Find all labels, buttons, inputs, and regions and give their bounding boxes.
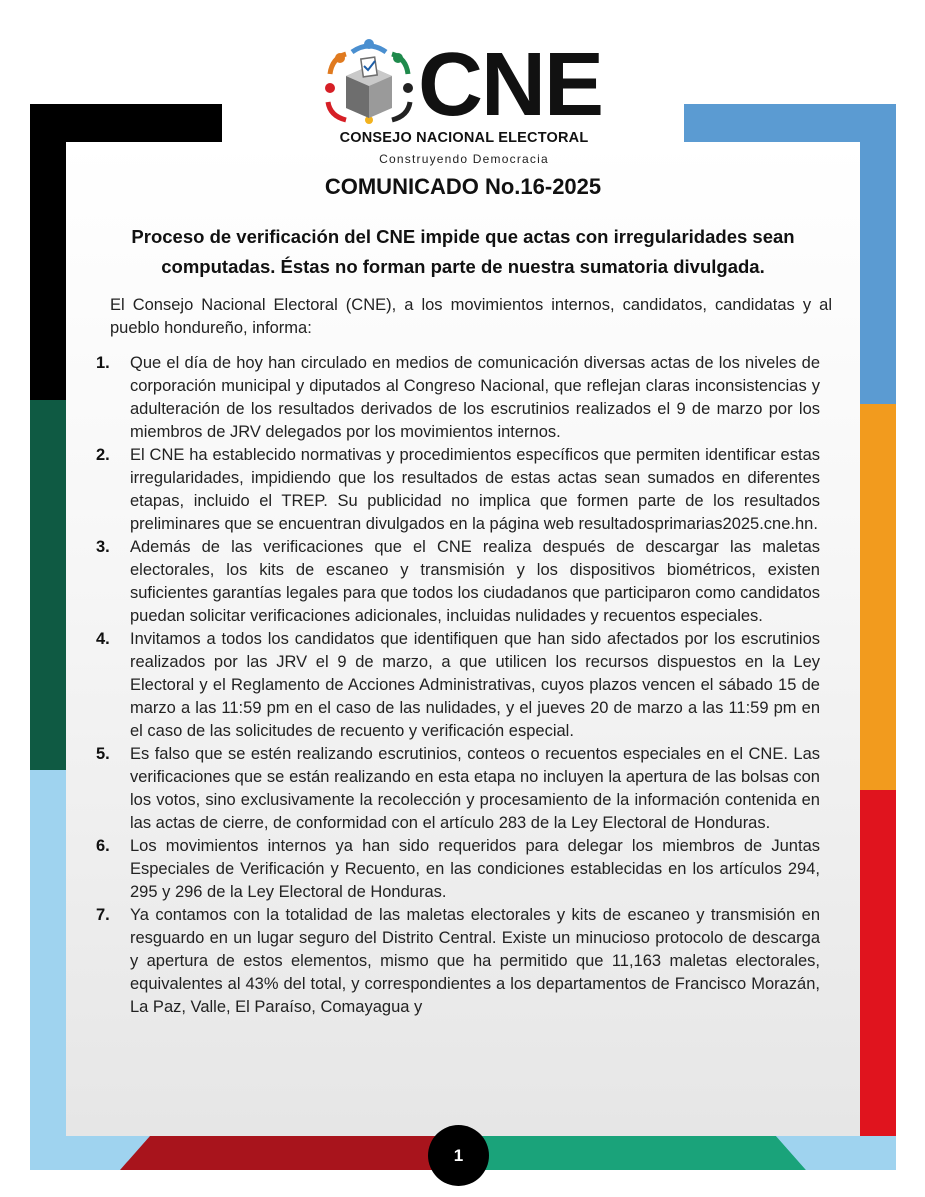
communique-subtitle: Proceso de verificación del CNE impide que actas con irregularidades sean computadas. Éstas no forman parte de nuestra sumatoria divulgada. [131,226,795,277]
point-text: Ya contamos con la totalidad de las maletas electorales y kits de escaneo y transmisión en resguardo en un lugar seguro del Distrito Central. Existe un minucioso protocolo de descarga y apertura de estos elementos, mismo que ha permitido que 11,163 maletas electorales, equivalentes al 43% del total, y correspondientes a los departamentos de Francisco Morazán, La Paz, Valle, El Paraíso, Comayagua y [130,906,820,1016]
point-text: Que el día de hoy han circulado en medios de comunicación diversas actas de los niveles de corporación municipal y diputados al Congreso Nacional, que reflejan claras inconsistencias y adulteración de los resultados derivados de los escrutinios realizados el 9 de marzo por los miembros de JRV delegados por los movimientos internos. [130,354,820,441]
frame-band-skyblue-left [30,770,66,1170]
list-item [96,628,820,743]
ballot-box-people-icon [322,36,416,124]
list-item [96,904,820,1019]
frame-band-black-left [30,104,66,400]
list-item [96,444,820,536]
frame-band-orange-right [860,404,896,790]
point-number: 5. [96,745,110,763]
point-text: Invitamos a todos los candidatos que identifiquen que han sido afectados por los escrutinios realizados por las JRV el 9 de marzo, a que utilicen los recursos dispuestos en la Ley Electoral y el Reglamento de Acciones Administrativas, cuyos plazos vencen el sábado 15 de marzo a las 11:59 pm en el caso de las nulidades, y el jueves 20 de marzo a las 11:59 pm en el caso de las solicitudes de recuento y verificación especial. [130,630,820,740]
logo-organization-name: CONSEJO NACIONAL ELECTORAL [339,130,589,146]
points-list [96,352,820,1019]
point-number: 7. [96,906,110,924]
communique-title: COMUNICADO No.16-2025 [324,174,602,199]
list-item [96,352,820,444]
list-item [96,743,820,835]
point-number: 4. [96,630,110,648]
point-text: Los movimientos internos ya han sido requeridos para delegar los miembros de Juntas Especiales de Verificación y Recuento, en las condiciones establecidas en los artículos 294, 295 y 296 de la Ley Electoral de Honduras. [130,837,820,901]
point-number: 3. [96,538,110,556]
logo-acronym: CNE [418,35,603,135]
communique-intro: El Consejo Nacional Electoral (CNE), a los movimientos internos, candidatos, candidatas y al pueblo hondureño, informa: [110,296,832,337]
point-text: Es falso que se estén realizando escrutinios, conteos o recuentos especiales en el CNE. Las verificaciones que se están realizando en esta etapa no incluyen la apertura de las bolsas con los votos, sino exclusivamente la recolección y procesamiento de la información contenida en las actas de cierre, de conformidad con el artículo 283 de la Ley Electoral de Honduras. [130,745,820,832]
logo-slogan: Construyendo Democracia [379,152,549,166]
list-item [96,536,820,628]
point-text: El CNE ha establecido normativas y procedimientos específicos que permiten identificar estas irregularidades, impidiendo que los resultados de estas actas sean sumados en diferentes etapas, incluido el TREP. Su publicidad no implica que formen parte de los resultados preliminares que se encuentran divulgados en la página web resultadosprimarias2025.cne.hn. [130,446,820,533]
list-item [96,835,820,904]
frame-band-red-right [860,790,896,1170]
frame-band-blue-right [860,104,896,404]
page-number-badge: 1 [428,1125,489,1186]
point-number: 2. [96,446,110,464]
point-text: Además de las verificaciones que el CNE realiza después de descargar las maletas electorales, los kits de escaneo y transmisión y los dispositivos biométricos, existen suficientes garantías legales para que todos los ciudadanos que participaron como candidatos puedan solicitar verificaciones adicionales, incluidas nulidades y recuentos especiales. [130,538,820,625]
frame-band-green-left [30,400,66,770]
point-number: 1. [96,354,110,372]
point-number: 6. [96,837,110,855]
